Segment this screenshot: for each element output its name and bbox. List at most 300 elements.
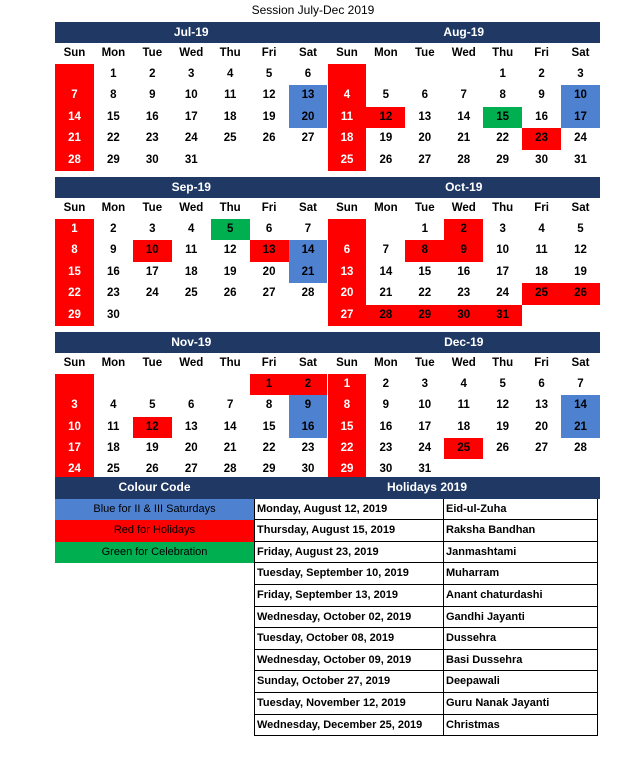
day-cell: 10 [184,89,198,102]
day-cell: 28 [301,287,315,300]
month-calendar [55,332,328,481]
day-cell: 17 [418,420,432,433]
holiday-row [55,607,600,629]
day-cell: 5 [211,219,250,240]
day-cell: 14 [223,420,237,433]
weekday-row [55,43,328,64]
day-cell: 24 [496,287,510,300]
day-cell: 13 [328,262,367,283]
day-cell: 23 [145,132,159,145]
day-cell: 28 [223,463,237,476]
day-cell: 22 [418,287,432,300]
day-cell: 16 [535,110,548,123]
day-cell: 11 [185,244,198,257]
day-cell: 25 [522,283,561,304]
day-cell: 29 [55,305,94,326]
day-cell: 16 [379,420,393,433]
weekday-label: Fri [534,47,549,59]
empty-cell [172,305,211,326]
weekday-row [328,353,601,374]
day-cell: 23 [301,442,315,455]
empty-cell [211,374,250,395]
empty-cell [289,150,328,171]
day-cell: 29 [328,459,367,480]
day-cell: 7 [55,85,94,106]
empty-cell [55,64,94,85]
weekday-label: Sun [63,47,86,59]
day-cell: 25 [444,438,483,459]
holiday-row [55,693,600,715]
day-cell: 3 [188,68,195,80]
day-cell: 27 [184,463,198,476]
day-cell: 21 [289,262,328,283]
day-cell: 13 [250,240,289,261]
day-cell: 8 [110,89,117,102]
day-cell: 3 [55,395,94,416]
weekday-label: Fri [261,47,277,59]
weekday-label: Tue [142,201,163,214]
day-cell: 7 [304,222,312,235]
day-cell: 3 [499,222,506,235]
day-cell: 29 [496,153,510,166]
holiday-row [55,671,600,693]
holiday-name: Deepawali [444,671,598,693]
day-cell: 1 [421,222,428,235]
calendar-months [55,22,600,487]
day-cell: 1 [328,374,367,395]
colour-code-empty [55,693,254,715]
colour-code-empty [55,671,254,693]
day-cell: 28 [457,153,471,166]
day-cell: 14 [561,395,600,416]
month-calendar [328,177,601,326]
holiday-date: Tuesday, November 12, 2019 [254,693,444,715]
day-cell: 22 [496,132,510,145]
weekday-label: Mon [374,356,398,369]
day-cell: 13 [418,110,432,123]
day-cell: 24 [418,442,432,455]
day-cell: 12 [574,244,587,257]
weekday-label: Fri [261,201,277,214]
day-cell: 4 [460,377,467,390]
day-cell: 14 [289,240,328,261]
day-cell: 27 [262,287,276,300]
holiday-name: Basi Dussehra [444,650,598,672]
day-cell: 25 [223,132,237,145]
day-cell: 15 [483,107,522,128]
empty-cell [133,305,172,326]
day-cell: 26 [561,283,600,304]
empty-cell [366,64,405,85]
month-calendar [328,332,601,481]
weekday-label: Wed [451,201,476,214]
day-cell: 24 [145,287,159,300]
day-cell: 9 [110,244,117,257]
empty-cell [211,305,250,326]
day-cell: 8 [328,395,367,416]
day-cell: 9 [538,89,545,102]
day-cell: 14 [379,265,393,278]
day-cell: 29 [106,153,120,166]
day-cell: 3 [421,377,428,390]
day-cell: 24 [184,132,198,145]
day-cell: 16 [145,110,159,123]
day-cell: 13 [184,420,198,433]
weekday-label: Thu [219,356,241,369]
day-grid [328,374,601,481]
day-cell: 10 [418,399,432,412]
day-cell: 5 [577,222,584,235]
month-calendar [328,22,601,171]
day-cell: 15 [418,265,432,278]
day-cell: 27 [535,442,548,455]
day-cell: 17 [145,265,159,278]
day-cell: 19 [145,442,159,455]
empty-cell [444,64,483,85]
day-cell: 18 [328,128,367,149]
colour-code-item: Blue for II & III Saturdays [55,499,254,521]
empty-cell [55,374,94,395]
holiday-row [55,628,600,650]
day-cell: 20 [289,107,328,128]
empty-cell [289,305,328,326]
month-calendar [55,177,328,326]
weekday-label: Fri [534,356,549,369]
day-cell: 21 [457,132,471,145]
colour-code-empty [55,585,254,607]
day-cell: 30 [106,308,120,321]
day-cell: 27 [418,153,432,166]
day-cell: 31 [184,153,198,166]
day-cell: 18 [535,265,548,278]
empty-cell [133,374,172,395]
weekday-label: Thu [492,47,514,59]
day-cell: 4 [188,222,195,235]
day-cell: 24 [55,459,94,480]
day-cell: 23 [522,128,561,149]
day-cell: 26 [262,132,276,145]
holiday-name: Christmas [444,715,598,737]
day-cell: 21 [55,128,94,149]
empty-cell [366,219,405,240]
day-cell: 11 [457,399,470,412]
day-cell: 21 [223,442,237,455]
day-cell: 10 [55,417,94,438]
weekday-row [55,353,328,374]
day-cell: 13 [535,399,548,412]
holiday-row [55,715,600,737]
holiday-row [55,499,600,521]
day-cell: 21 [561,417,600,438]
empty-cell [328,64,367,85]
month-row [55,332,600,481]
empty-cell [94,374,133,395]
weekday-row [328,198,601,219]
weekday-label: Sat [571,356,590,369]
weekday-label: Thu [492,356,514,369]
day-cell: 26 [379,153,393,166]
day-cell: 14 [55,107,94,128]
day-cell: 15 [106,110,120,123]
day-cell: 20 [418,132,432,145]
day-cell: 17 [561,107,600,128]
day-cell: 25 [106,463,120,476]
day-cell: 15 [328,417,367,438]
holiday-date: Wednesday, October 02, 2019 [254,607,444,629]
month-header: Oct-19 [328,177,601,198]
day-cell: 16 [106,265,120,278]
month-row [55,177,600,326]
day-cell: 25 [328,150,367,171]
holiday-name: Muharram [444,563,598,585]
empty-cell [172,374,211,395]
weekday-label: Fri [534,201,549,214]
weekday-label: Sun [336,356,358,369]
day-cell: 28 [55,150,94,171]
day-grid [328,64,601,171]
page-title: Session July-Dec 2019 [251,3,375,17]
holiday-row [55,520,600,542]
weekday-label: Sun [336,201,358,214]
day-cell: 7 [382,244,390,257]
day-cell: 1 [499,68,506,80]
day-cell: 2 [444,219,483,240]
day-cell: 4 [110,399,117,412]
holiday-date: Thursday, August 15, 2019 [254,520,444,542]
colour-code-empty [55,628,254,650]
weekday-label: Mon [101,356,126,369]
day-cell: 10 [496,244,510,257]
day-cell: 31 [418,463,432,476]
day-cell: 19 [574,265,587,278]
day-cell: 4 [226,68,234,80]
weekday-row [55,198,328,219]
day-cell: 9 [444,240,483,261]
day-grid [328,219,601,326]
day-cell: 26 [145,463,159,476]
weekday-label: Sat [571,47,590,59]
day-cell: 12 [262,89,276,102]
day-cell: 12 [133,417,172,438]
holiday-name: Raksha Bandhan [444,520,598,542]
day-cell: 20 [262,265,276,278]
day-cell: 20 [328,283,367,304]
day-cell: 29 [405,305,444,326]
weekday-label: Mon [101,201,126,214]
holiday-date: Sunday, October 27, 2019 [254,671,444,693]
day-cell: 21 [379,287,393,300]
day-cell: 27 [301,132,315,145]
weekday-label: Thu [492,201,514,214]
day-cell: 18 [457,420,471,433]
day-cell: 19 [379,132,393,145]
day-cell: 2 [149,68,156,80]
day-cell: 18 [223,110,237,123]
day-cell: 11 [535,244,548,257]
day-cell: 22 [328,438,367,459]
day-cell: 2 [289,374,328,395]
weekday-label: Mon [101,47,126,59]
day-cell: 26 [496,442,510,455]
day-cell: 5 [149,399,156,412]
weekday-label: Tue [415,356,435,369]
day-cell: 29 [262,463,276,476]
empty-cell [522,305,561,326]
day-cell: 12 [496,399,510,412]
empty-cell [211,150,250,171]
day-cell: 26 [223,287,237,300]
day-cell: 12 [366,107,405,128]
day-cell: 8 [499,89,506,102]
day-cell: 6 [265,222,273,235]
month-header: Aug-19 [328,22,601,43]
weekday-label: Tue [142,356,163,369]
day-cell: 17 [184,110,198,123]
holiday-row [55,563,600,585]
day-cell: 9 [149,89,156,102]
day-cell: 10 [561,85,600,106]
day-cell: 18 [106,442,120,455]
weekday-label: Sun [63,356,86,369]
month-header: Sep-19 [55,177,328,198]
day-cell: 28 [366,305,405,326]
day-cell: 6 [188,399,195,412]
day-cell: 11 [328,107,367,128]
day-cell: 30 [535,153,548,166]
day-cell: 15 [55,262,94,283]
holiday-date: Monday, August 12, 2019 [254,499,444,521]
day-cell: 30 [145,153,159,166]
weekday-label: Wed [179,356,204,369]
weekday-label: Sat [571,201,590,214]
holiday-row [55,585,600,607]
day-cell: 23 [457,287,471,300]
weekday-label: Mon [374,47,398,59]
day-cell: 19 [496,420,510,433]
holiday-row [55,650,600,672]
weekday-label: Tue [415,201,435,214]
day-cell: 2 [382,377,390,390]
day-cell: 23 [379,442,393,455]
holiday-date: Tuesday, September 10, 2019 [254,563,444,585]
weekday-row [328,43,601,64]
day-cell: 16 [289,417,328,438]
empty-cell [328,219,367,240]
month-calendar [55,22,328,171]
holiday-name: Janmashtami [444,542,598,564]
holiday-date: Friday, September 13, 2019 [254,585,444,607]
day-cell: 22 [106,132,120,145]
holiday-date: Tuesday, October 08, 2019 [254,628,444,650]
day-grid [55,374,328,481]
weekday-label: Wed [179,47,204,59]
day-cell: 19 [262,110,276,123]
weekday-label: Sat [299,356,317,369]
day-cell: 19 [223,265,237,278]
day-cell: 1 [110,68,117,80]
day-cell: 3 [577,68,584,80]
month-header: Jul-19 [55,22,328,43]
day-cell: 30 [301,463,315,476]
day-cell: 6 [421,89,428,102]
weekday-label: Wed [179,201,204,214]
empty-cell [250,305,289,326]
day-cell: 25 [184,287,198,300]
holiday-date: Friday, August 23, 2019 [254,542,444,564]
day-cell: 31 [483,305,522,326]
day-cell: 4 [328,85,367,106]
colour-code-item: Green for Celebration [55,542,254,564]
day-cell: 10 [133,240,172,261]
holiday-name: Eid-ul-Zuha [444,499,598,521]
day-cell: 18 [184,265,198,278]
holiday-row [55,542,600,564]
weekday-label: Mon [374,201,398,214]
weekday-label: Fri [261,356,277,369]
empty-cell [561,305,600,326]
day-grid [55,219,328,326]
day-cell: 9 [382,399,390,412]
day-cell: 3 [149,222,156,235]
day-cell: 28 [574,442,587,455]
day-cell: 17 [55,438,94,459]
day-cell: 27 [328,305,367,326]
holiday-date: Wednesday, October 09, 2019 [254,650,444,672]
holiday-name: Gandhi Jayanti [444,607,598,629]
day-cell: 12 [223,244,237,257]
day-cell: 23 [106,287,120,300]
day-cell: 30 [444,305,483,326]
holidays-header: Holidays 2019 [254,477,600,499]
day-cell: 6 [304,68,312,80]
day-cell: 11 [224,89,237,102]
holiday-name: Anant chaturdashi [444,585,598,607]
colour-code-empty [55,715,254,737]
day-cell: 8 [265,399,273,412]
day-cell: 8 [55,240,94,261]
day-cell: 17 [496,265,510,278]
weekday-label: Tue [142,47,163,59]
day-cell: 11 [107,420,120,433]
day-cell: 22 [55,283,94,304]
empty-cell [250,150,289,171]
weekday-label: Sat [299,201,317,214]
holiday-date: Wednesday, December 25, 2019 [254,715,444,737]
day-cell: 1 [250,374,289,395]
day-cell: 9 [289,395,328,416]
month-row [55,22,600,171]
colour-code-empty [55,607,254,629]
day-cell: 14 [457,110,471,123]
legend-body [55,499,600,737]
holiday-name: Dussehra [444,628,598,650]
day-cell: 5 [499,377,506,390]
day-cell: 22 [262,442,276,455]
day-cell: 24 [574,132,587,145]
day-cell: 6 [328,240,367,261]
day-cell: 31 [574,153,587,166]
weekday-label: Thu [219,47,241,59]
weekday-label: Thu [219,201,241,214]
weekday-label: Sat [299,47,317,59]
holiday-name: Guru Nanak Jayanti [444,693,598,715]
empty-cell [405,64,444,85]
day-grid [55,64,328,171]
day-cell: 8 [405,240,444,261]
day-cell: 2 [538,68,545,80]
weekday-label: Tue [415,47,435,59]
day-cell: 7 [226,399,234,412]
